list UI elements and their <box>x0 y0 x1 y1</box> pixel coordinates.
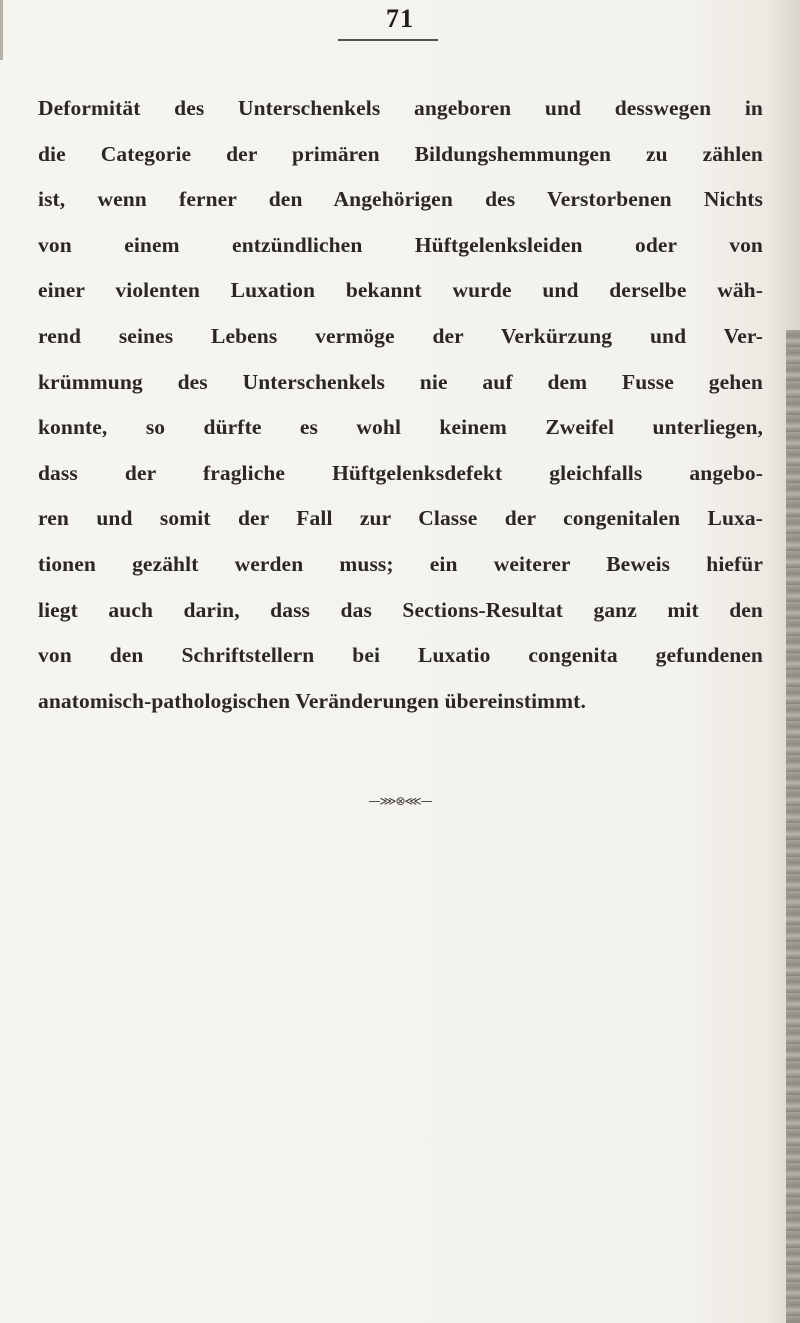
page-number: 71 <box>0 4 800 34</box>
text-line: ren und somit der Fall zur Classe der congenitalen Luxa- <box>38 506 763 531</box>
text-line: krümmung des Unterschenkels nie auf dem Fusse gehen <box>38 369 763 394</box>
text-line: dass der fragliche Hüftgelenksdefekt gleichfalls angebo- <box>38 460 763 485</box>
text-line: konnte, so dürfte es wohl keinem Zweifel unterliegen, <box>38 415 763 440</box>
text-line: anatomisch-pathologischen Veränderungen übereinstimmt. <box>38 688 586 713</box>
text-line: liegt auch darin, dass das Sections-Resultat ganz mit den <box>38 597 763 622</box>
text-line: die Categorie der primären Bildungshemmungen zu zählen <box>38 141 763 166</box>
section-ornament: —⋙⊗⋘— <box>368 794 432 808</box>
body-text <box>38 86 763 724</box>
text-line: ist, wenn ferner den Angehörigen des Verstorbenen Nichts <box>38 187 763 212</box>
text-line: Deformität des Unterschenkels angeboren und desswegen in <box>38 96 763 120</box>
text-line: einer violenten Luxation bekannt wurde und derselbe wäh- <box>38 278 763 303</box>
text-line: tionen gezählt werden muss; ein weiterer Beweis hiefür <box>38 551 763 576</box>
text-line: von einem entzündlichen Hüftgelenksleiden oder von <box>38 232 763 257</box>
text-line: rend seines Lebens vermöge der Verkürzung und Ver- <box>38 323 763 348</box>
binding-shadow <box>786 330 800 1323</box>
text-line: von den Schriftstellern bei Luxatio congenita gefundenen <box>38 643 763 668</box>
